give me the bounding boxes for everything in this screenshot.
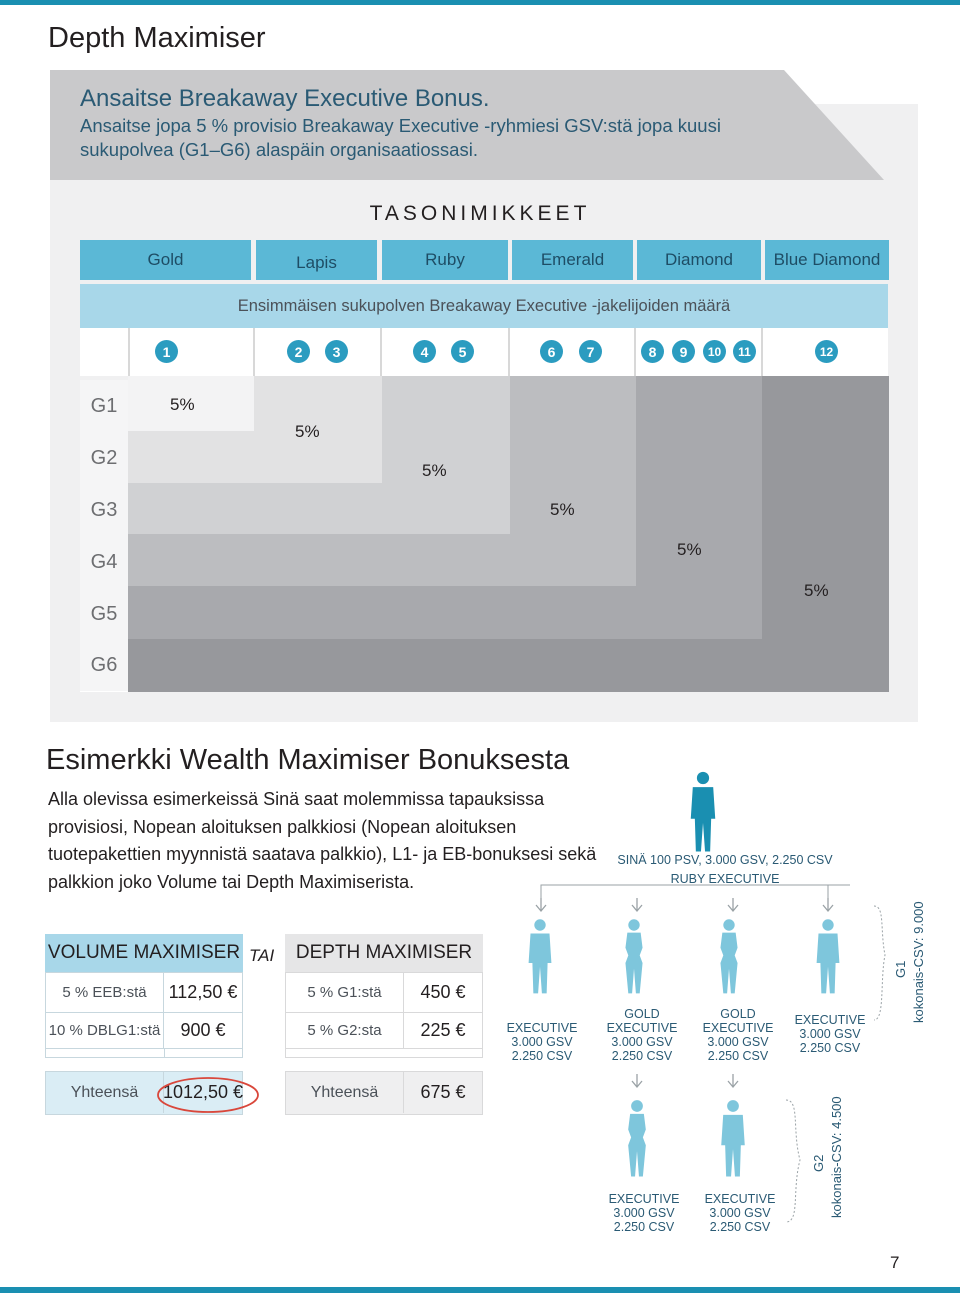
percent-label: 5% bbox=[170, 395, 195, 414]
person-rank: EXECUTIVE bbox=[794, 1013, 866, 1027]
generation-label: G6 bbox=[80, 640, 128, 692]
volume-row-label: 10 % DBLG1:stä bbox=[46, 1013, 164, 1049]
person-rank: EXECUTIVE bbox=[704, 1192, 776, 1206]
percent-label: 5% bbox=[295, 422, 320, 441]
g1-total: kokonais-CSV: 9.000 bbox=[911, 901, 926, 1023]
g2-total: kokonais-CSV: 4.500 bbox=[829, 1096, 844, 1218]
person-gsv: 3.000 GSV bbox=[511, 1035, 573, 1049]
percent-label: 5% bbox=[804, 581, 829, 600]
count-badge: 12 bbox=[815, 340, 838, 363]
person-caption bbox=[790, 1013, 870, 1055]
volume-total-label: Yhteensä bbox=[46, 1072, 164, 1113]
depth-maximiser-header: DEPTH MAXIMISER bbox=[285, 934, 483, 972]
person-icon bbox=[817, 919, 840, 993]
person-csv: 2.250 CSV bbox=[613, 1220, 675, 1234]
rank-label: Lapis bbox=[296, 253, 337, 272]
person-caption bbox=[700, 1192, 780, 1234]
person-rank: EXECUTIVE bbox=[702, 1021, 774, 1035]
depth-total-label: Yhteensä bbox=[286, 1072, 404, 1113]
person-rank-line1: GOLD bbox=[720, 1007, 756, 1021]
count-badge: 1 bbox=[155, 340, 178, 363]
depth-row-value: 450 € bbox=[404, 973, 482, 1013]
person-caption bbox=[698, 1007, 778, 1063]
person-caption bbox=[604, 1192, 684, 1234]
volume-total-value: 1012,50 € bbox=[162, 1082, 244, 1102]
rank-label: Ruby bbox=[425, 250, 465, 269]
banner-body: Ansaitse jopa 5 % provisio Breakaway Executive -ryhmiesi GSV:stä jopa kuusi sukupolvea (G1–G6) alaspäin organisaatiossasi. bbox=[80, 115, 721, 160]
rank-label: Gold bbox=[147, 250, 184, 269]
person-rank: EXECUTIVE bbox=[608, 1192, 680, 1206]
or-label: TAI bbox=[249, 946, 275, 965]
percent-label: 5% bbox=[677, 540, 702, 559]
person-icon bbox=[691, 772, 715, 852]
depth-row-label: 5 % G2:sta bbox=[286, 1013, 404, 1049]
you-rank: RUBY EXECUTIVE bbox=[670, 872, 780, 886]
rank-label: Blue Diamond bbox=[773, 250, 881, 269]
count-badge: 5 bbox=[451, 340, 474, 363]
count-badge: 11 bbox=[733, 340, 756, 363]
person-rank-line1: GOLD bbox=[624, 1007, 660, 1021]
person-gsv: 3.000 GSV bbox=[611, 1035, 673, 1049]
tasonimikkeet-title: TASONIMIKKEET bbox=[369, 202, 591, 225]
count-badge: 9 bbox=[672, 340, 695, 363]
generation-label: G5 bbox=[80, 588, 128, 641]
generation-label: G3 bbox=[80, 484, 128, 537]
person-rank: EXECUTIVE bbox=[606, 1021, 678, 1035]
person-icon bbox=[628, 1100, 646, 1176]
count-badge: 2 bbox=[287, 340, 310, 363]
person-csv: 2.250 CSV bbox=[707, 1049, 769, 1063]
you-caption bbox=[610, 853, 840, 886]
person-gsv: 3.000 GSV bbox=[709, 1206, 771, 1220]
example-title: Esimerkki Wealth Maximiser Bonuksesta bbox=[46, 744, 570, 776]
volume-row-label: 5 % EEB:stä bbox=[46, 973, 164, 1013]
person-rank: EXECUTIVE bbox=[506, 1021, 578, 1035]
person-icon bbox=[625, 919, 642, 993]
count-badge: 8 bbox=[641, 340, 664, 363]
g2-label: G2 bbox=[811, 1154, 826, 1172]
generation-label: G4 bbox=[80, 536, 128, 589]
you-volume: SINÄ 100 PSV, 3.000 GSV, 2.250 CSV bbox=[617, 853, 833, 867]
example-body: Alla olevissa esimerkeissä Sinä saat molemmissa tapauksissa provisiosi, Nopean aloituksen palkkiosi (Nopean aloituksen tuotepakettien myynnistä saatava palkkio), L1- ja EB-bonuksesi sekä palkkion joko Volume tai Depth Maximiserista. bbox=[48, 789, 597, 892]
volume-row-value: 900 € bbox=[164, 1013, 242, 1049]
person-gsv: 3.000 GSV bbox=[707, 1035, 769, 1049]
rank-label: Emerald bbox=[540, 250, 605, 269]
person-gsv: 3.000 GSV bbox=[613, 1206, 675, 1220]
depth-total-value: 675 € bbox=[420, 1082, 466, 1102]
percent-label: 5% bbox=[550, 500, 575, 519]
count-badge: 7 bbox=[579, 340, 602, 363]
generation-label: G2 bbox=[80, 432, 128, 485]
percent-label: 5% bbox=[422, 461, 447, 480]
person-icon bbox=[721, 1100, 745, 1176]
g1-label: G1 bbox=[893, 960, 908, 978]
page-title: Depth Maximiser bbox=[48, 22, 266, 54]
volume-maximiser-header: VOLUME MAXIMISER bbox=[45, 934, 243, 972]
person-caption bbox=[602, 1007, 682, 1063]
count-badge: 6 bbox=[540, 340, 563, 363]
page-number: 7 bbox=[890, 1253, 900, 1272]
person-icon bbox=[529, 919, 552, 993]
banner-title: Ansaitse Breakaway Executive Bonus. bbox=[80, 85, 490, 112]
person-caption bbox=[502, 1021, 582, 1063]
person-csv: 2.250 CSV bbox=[611, 1049, 673, 1063]
person-csv: 2.250 CSV bbox=[799, 1041, 861, 1055]
person-gsv: 3.000 GSV bbox=[799, 1027, 861, 1041]
count-badge: 3 bbox=[325, 340, 348, 363]
count-badge: 4 bbox=[413, 340, 436, 363]
person-csv: 2.250 CSV bbox=[511, 1049, 573, 1063]
first-generation-band: Ensimmäisen sukupolven Breakaway Executive -jakelijoiden määrä bbox=[80, 284, 888, 328]
volume-row-value: 112,50 € bbox=[164, 973, 242, 1013]
count-badge: 10 bbox=[703, 340, 726, 363]
depth-row-value: 225 € bbox=[404, 1013, 482, 1049]
person-icon bbox=[720, 919, 737, 993]
depth-row-label: 5 % G1:stä bbox=[286, 973, 404, 1013]
generation-label: G1 bbox=[80, 380, 128, 433]
rank-label: Diamond bbox=[664, 250, 734, 269]
person-csv: 2.250 CSV bbox=[709, 1220, 771, 1234]
